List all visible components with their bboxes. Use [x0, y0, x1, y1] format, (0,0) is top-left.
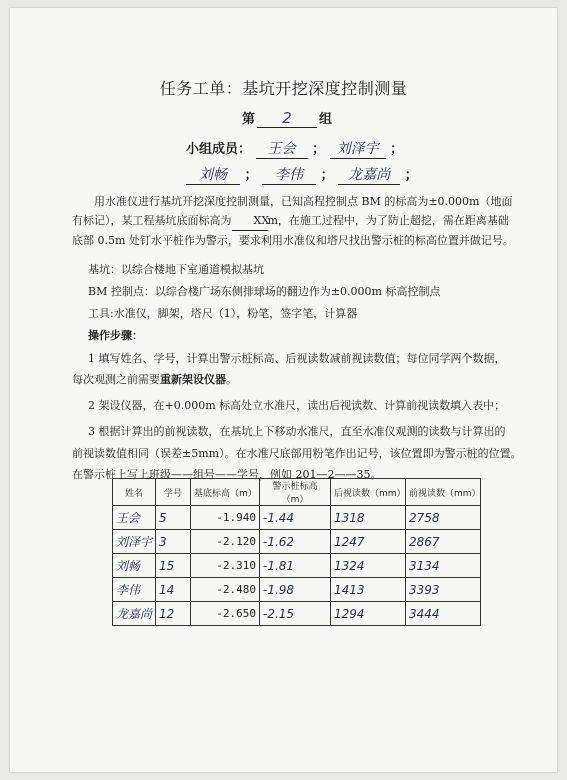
header-number: 学号	[156, 479, 191, 506]
cell-foresight: 3393	[406, 578, 481, 602]
cell-name: 李伟	[113, 578, 156, 602]
cell-base-elevation: -2.480	[191, 578, 260, 602]
table-row	[113, 578, 481, 602]
page-title: 任务工单：基坑开挖深度控制测量	[159, 79, 408, 98]
cell-foresight: 2867	[406, 530, 481, 554]
cell-warning-elevation: -1.44	[260, 506, 331, 530]
cell-foresight: 2758	[406, 506, 481, 530]
cell-base-elevation: -2.310	[191, 554, 260, 578]
group-number-line	[242, 108, 332, 128]
step-1-end: 。	[226, 373, 237, 386]
base-elevation-fill: XX	[232, 211, 268, 231]
cell-warning-elevation: -1.62	[260, 530, 331, 554]
header-base-elevation: 基底标高（m）	[191, 479, 260, 506]
step-1-plain: 每次观测之前需要	[72, 373, 160, 386]
cell-backsight: 1247	[331, 530, 406, 554]
worksheet-page	[10, 8, 557, 772]
cell-warning-elevation: -2.15	[260, 602, 331, 626]
group-prefix: 第	[242, 112, 256, 127]
member-name-2: 刘泽宇	[330, 138, 386, 159]
cell-number: 12	[156, 602, 191, 626]
header-backsight: 后视读数（mm）	[331, 479, 406, 506]
cell-number: 14	[156, 578, 191, 602]
step-3-line-1: 3 根据计算出的前视读数，在基坑上下移动水准尺，直至水准仪观测的读数与计算出的	[88, 425, 506, 438]
table-row	[113, 554, 481, 578]
cell-warning-elevation: -1.98	[260, 578, 331, 602]
cell-number: 5	[156, 506, 191, 530]
member-name-5: 龙嘉尚	[338, 164, 400, 185]
separator: ；	[244, 168, 258, 183]
header-warning-elevation: 警示桩标高（m）	[260, 479, 331, 506]
table-row	[113, 530, 481, 554]
cell-backsight: 1413	[331, 578, 406, 602]
header-foresight: 前视读数（mm）	[406, 479, 481, 506]
cell-foresight: 3444	[406, 602, 481, 626]
separator: ；	[390, 142, 404, 157]
step-3-line-2: 前视读数值相同（误差±5mm）。在水准尺底部用粉笔作出记号，该位置即为警示桩的位置。	[72, 447, 522, 460]
member-name-1: 王会	[256, 138, 308, 159]
cell-name: 刘泽宇	[113, 530, 156, 554]
intro-text-1: 用水准仪进行基坑开挖深度控制测量，已知高程控制点 BM 的标高为±0.000m（地面有标记），某工程基坑底面标高为	[72, 195, 513, 227]
pit-info: 基坑：以综合楼地下室通道模拟基坑	[88, 263, 264, 276]
header-name: 姓名	[113, 479, 156, 506]
separator: ；	[404, 168, 418, 183]
cell-warning-elevation: -1.81	[260, 554, 331, 578]
step-3-line-3: 在警示桩上写上班级——组号——学号，例如 201—2——35。	[72, 468, 382, 481]
table-header-row	[113, 479, 481, 506]
step-2: 2 架设仪器，在+0.000m 标高处立水准尺，读出后视读数、计算前视读数填入表中；	[88, 399, 506, 412]
tools-info: 工具:水准仪，脚架，塔尺（1），粉笔，签字笔，计算器	[88, 307, 358, 320]
members-line-1	[186, 138, 403, 159]
step-1-bold: 重新架设仪器	[160, 373, 226, 386]
intro-text-2: m，在施工过程中，为了防止超挖，需在距离基础底部 0.5m 处钉水平桩作为警示，要求利用水准仪和塔尺找出警示桩的标高位置并做记号。	[72, 214, 514, 247]
cell-backsight: 1294	[331, 602, 406, 626]
separator: ；	[312, 142, 326, 157]
bm-info: BM 控制点：以综合楼广场东侧排球场的翻边作为±0.000m 标高控制点	[88, 285, 441, 298]
cell-number: 15	[156, 554, 191, 578]
members-line-2	[186, 164, 418, 185]
cell-base-elevation: -2.650	[191, 602, 260, 626]
cell-name: 刘畅	[113, 554, 156, 578]
cell-name: 王会	[113, 506, 156, 530]
step-1-line-2	[72, 370, 237, 389]
table-row	[113, 602, 481, 626]
cell-name: 龙嘉尚	[113, 602, 156, 626]
cell-backsight: 1324	[331, 554, 406, 578]
members-label: 小组成员：	[186, 142, 252, 157]
cell-base-elevation: -2.120	[191, 530, 260, 554]
table-row	[113, 506, 481, 530]
member-name-3: 刘畅	[186, 164, 240, 185]
member-name-4: 李伟	[262, 164, 316, 185]
cell-backsight: 1318	[331, 506, 406, 530]
separator: ；	[320, 168, 334, 183]
group-suffix: 组	[319, 112, 333, 127]
measurement-table	[112, 478, 481, 626]
cell-foresight: 3134	[406, 554, 481, 578]
cell-number: 3	[156, 530, 191, 554]
intro-paragraph	[72, 192, 518, 250]
cell-base-elevation: -1.940	[191, 506, 260, 530]
group-number: 2	[257, 109, 317, 128]
step-1-line-1: 1 填写姓名、学号，计算出警示桩标高、后视读数减前视读数值；每位同学两个数据，	[88, 352, 506, 365]
steps-title: 操作步骤：	[88, 329, 143, 342]
